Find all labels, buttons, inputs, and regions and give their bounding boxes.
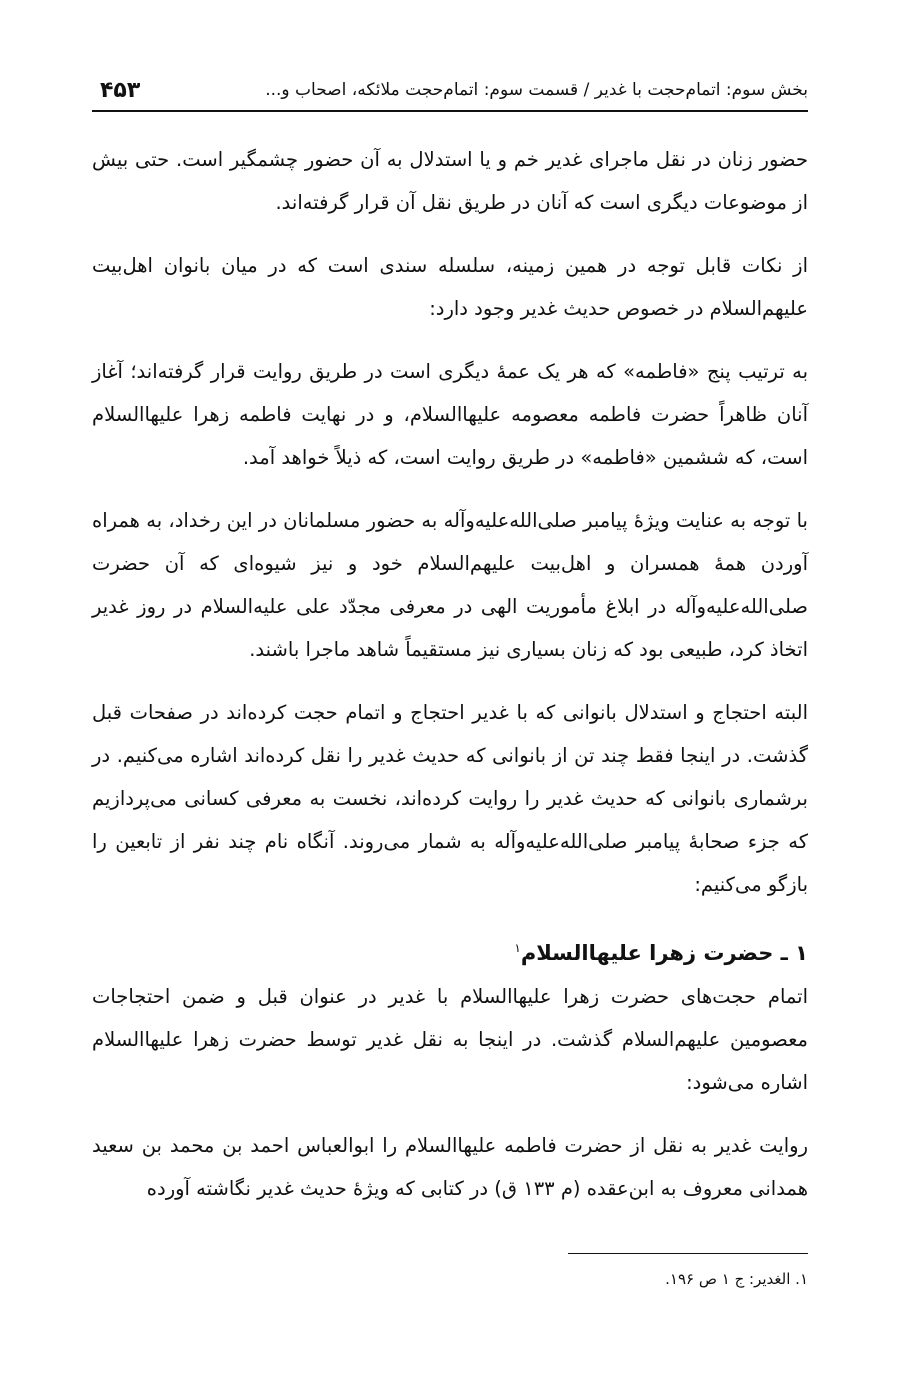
footnote-divider (568, 1253, 808, 1254)
paragraph: به ترتیب پنج «فاطمه» که هر یک عمهٔ دیگری است در طریق روایت قرار گرفته‌اند؛ آغاز آنان ظاهراً حضرت فاطمه معصومه علیها‌السلام، و در نهایت فاطمه زهرا علیها‌السلام است، که ششمین «فاطمه» در طریق روایت است، که ذیلاً خواهد آمد. (92, 360, 808, 469)
header-title: بخش سوم: اتمام‌حجت با غدیر / قسمت سوم: اتمام‌حجت ملائکه، اصحاب و... (265, 80, 808, 100)
section-heading (92, 926, 808, 975)
paragraph: از نکات قابل توجه در همین زمینه، سلسله سندی است که در میان بانوان اهل‌بیت علیهم‌السلام در خصوص حدیث غدیر وجود دارد: (92, 254, 808, 320)
paragraph: البته احتجاج و استدلال بانوانی که با غدیر احتجاج و اتمام حجت کرده‌اند در صفحات قبل گذشت. در اینجا فقط چند تن از بانوانی که حدیث غدیر را نقل کرده‌اند اشاره می‌کنیم. در برشماری بانوانی که حدیث غدیر را روایت کرده‌اند، نخست به معرفی کسانی می‌پردازیم که جزء صحابهٔ پیامبر صلی‌الله‌علیه‌وآله به شمار می‌روند. آنگاه نام چند نفر از تابعین را بازگو می‌کنیم: (92, 701, 808, 896)
footnote-ref[interactable]: ۱ (514, 941, 521, 955)
book-page (92, 0, 808, 1390)
running-header (92, 70, 808, 112)
paragraph: اتمام حجت‌های حضرت زهرا علیها‌السلام با غدیر در عنوان قبل و ضمن احتجاجات معصومین علیهم‌السلام گذشت. در اینجا به نقل غدیر توسط حضرت زهرا علیها‌السلام اشاره می‌شود: (92, 985, 808, 1094)
page-number: ۴۵۳ (100, 77, 141, 103)
section-heading-text: ۱ ـ حضرت زهرا علیها‌السلام (520, 941, 808, 965)
body-text (92, 138, 808, 1230)
footnote: ۱. الغدیر: ج ۱ ص ۱۹۶. (665, 1270, 808, 1288)
paragraph: با توجه به عنایت ویژهٔ پیامبر صلی‌الله‌علیه‌وآله به حضور مسلمانان در این رخداد، به همراه آوردن همهٔ همسران و اهل‌بیت علیهم‌السلام خود و نیز شیوه‌ای که آن حضرت صلی‌الله‌علیه‌وآله در ابلاغ مأموریت الهی در معرفی مجدّد علی علیه‌السلام در روز غدیر اتخاذ کرد، طبیعی بود که زنان بسیاری نیز مستقیماً شاهد ماجرا باشند. (92, 509, 808, 661)
paragraph: حضور زنان در نقل ماجرای غدیر خم و یا استدلال به آن حضور چشمگیر است. حتی بیش از موضوعات دیگری است که آنان در طریق نقل آن قرار گرفته‌اند. (92, 148, 808, 214)
paragraph: روایت غدیر به نقل از حضرت فاطمه علیها‌السلام را ابوالعباس احمد بن محمد بن سعید همدانی معروف به ابن‌عقده (م ۱۳۳ ق) در کتابی که ویژهٔ حدیث غدیر نگاشته آورده (92, 1134, 808, 1200)
